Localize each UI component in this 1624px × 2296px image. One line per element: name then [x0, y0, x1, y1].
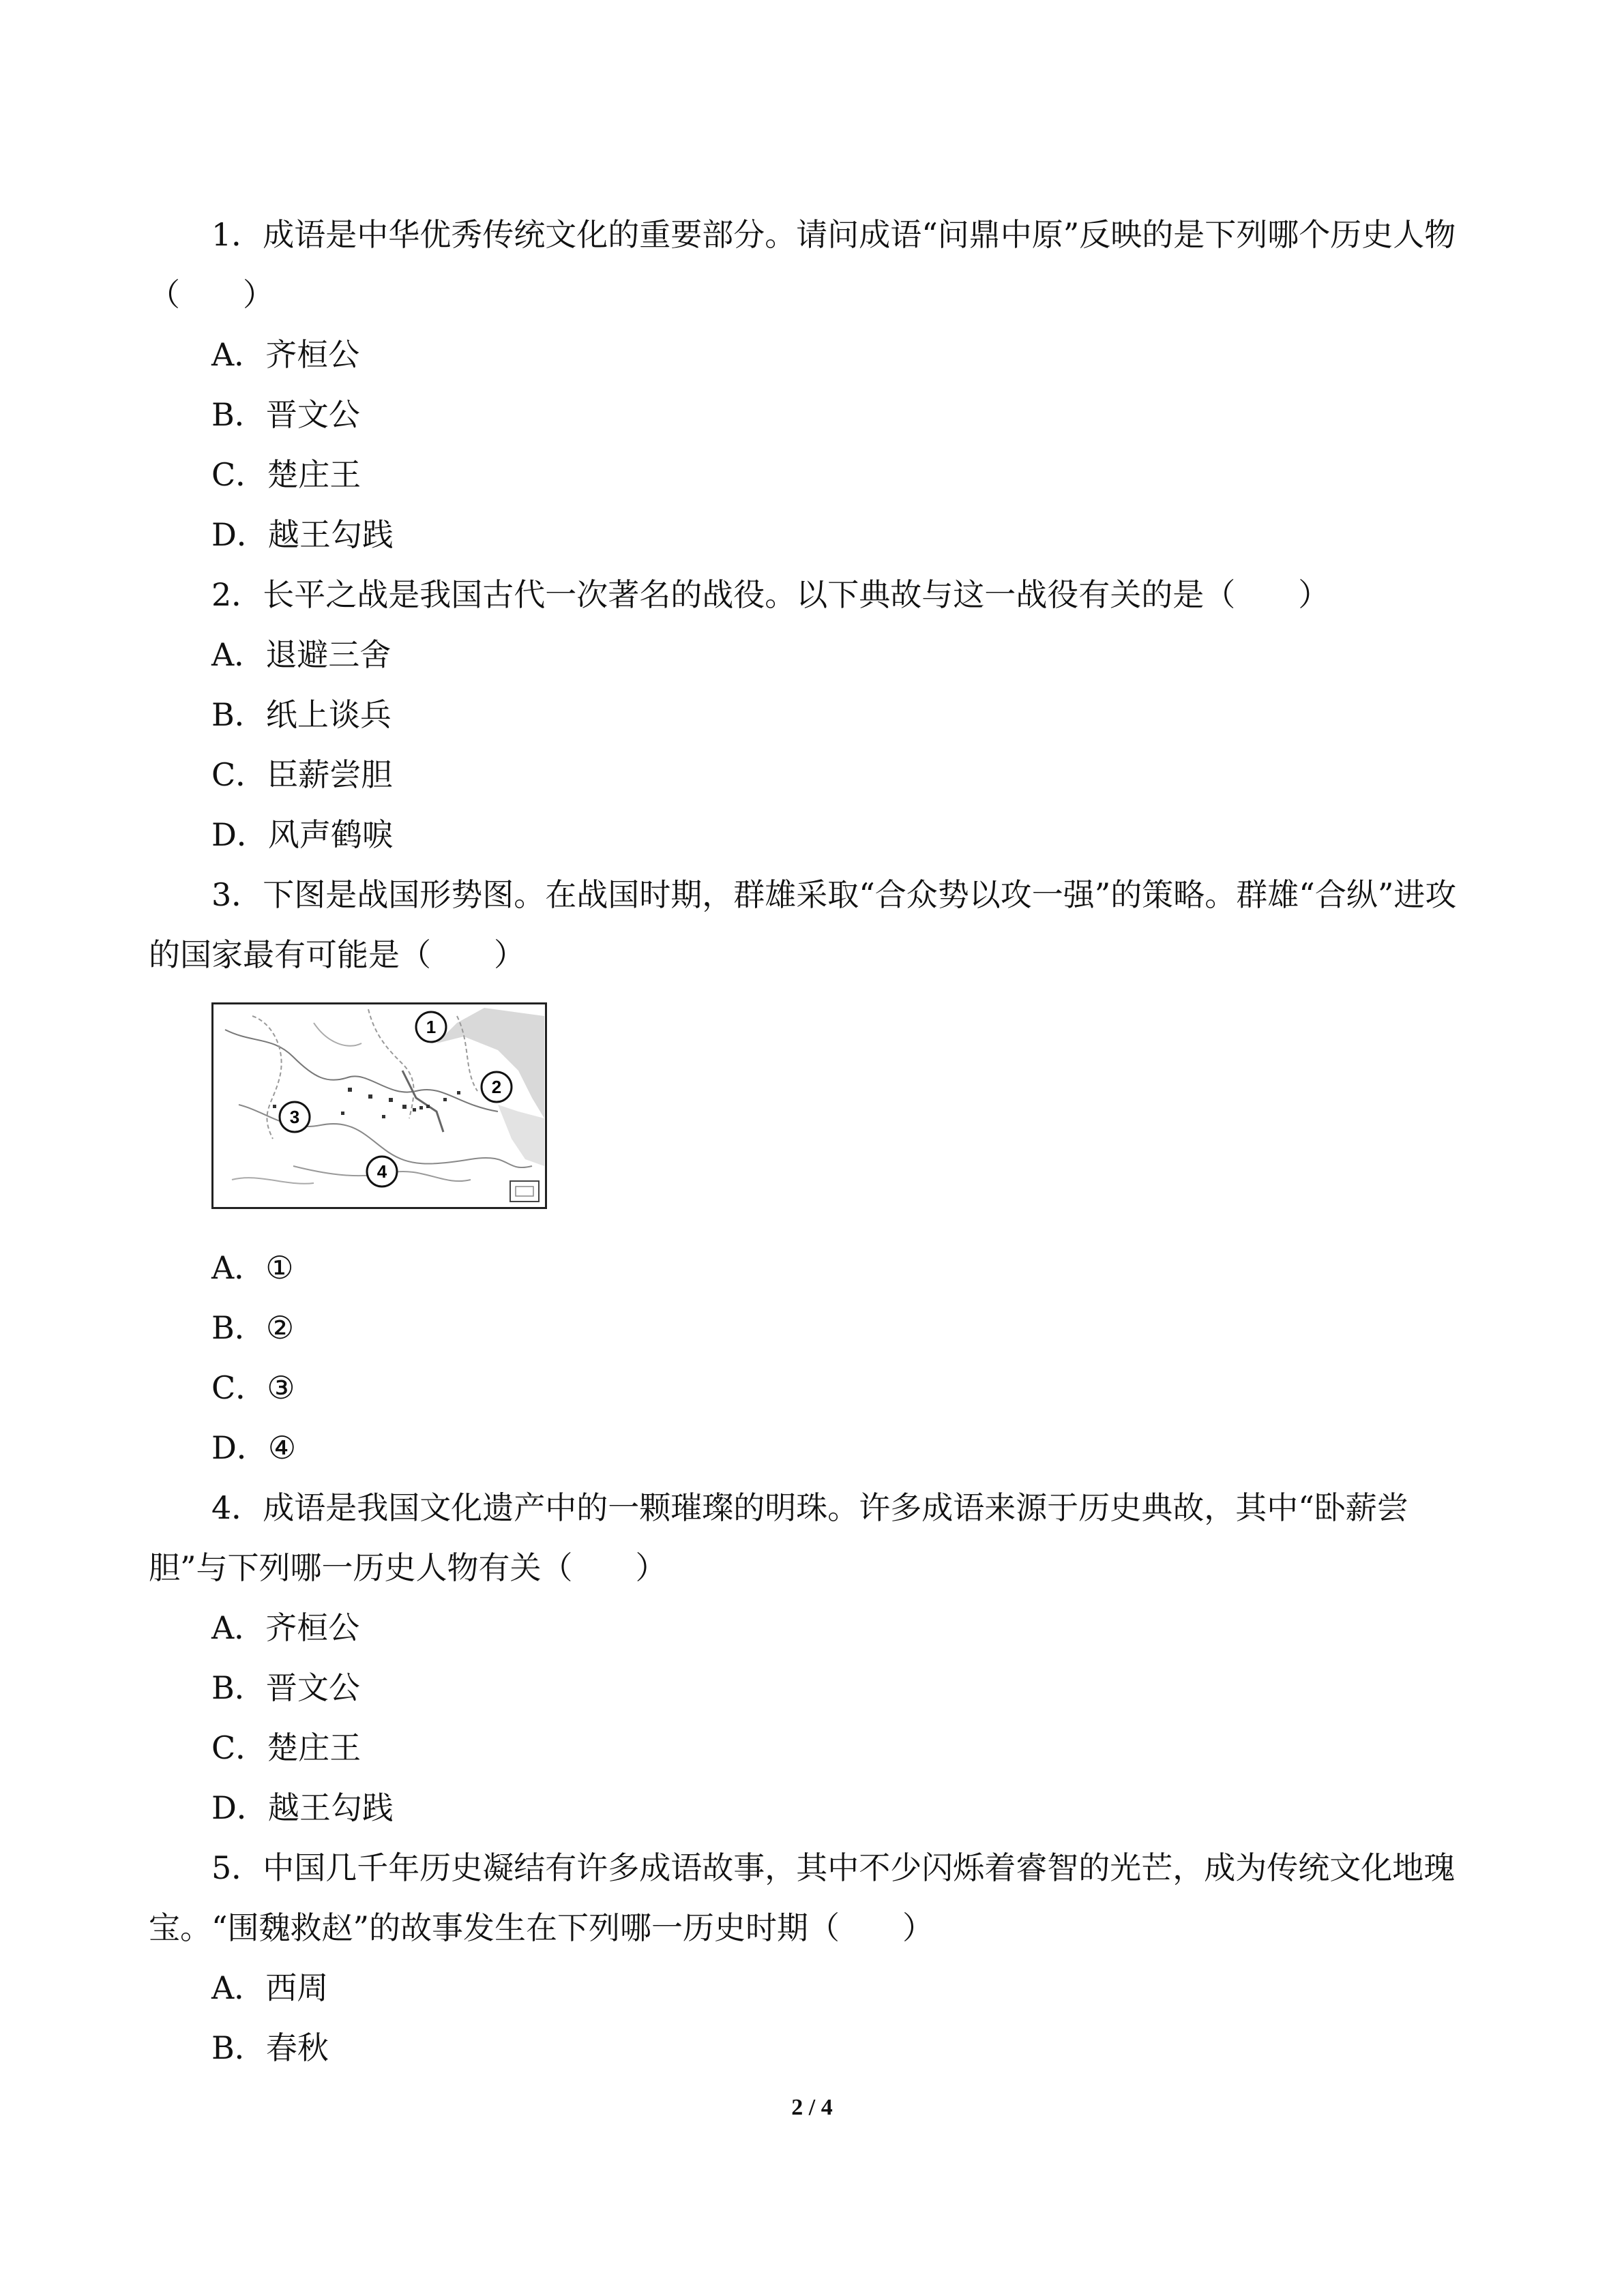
option-d: D．越王勾践 [211, 516, 394, 553]
question-stem: 5．中国几千年历史凝结有许多成语故事，其中不少闪烁着睿智的光芒，成为传统文化地瑰宝。“围魏救赵”的故事发生在下列哪一历史时期（ ） [149, 1849, 1456, 1946]
option-a: A．齐桓公 [211, 336, 360, 373]
option-b: B．晋文公 [211, 1669, 360, 1706]
page-number: 2 / 4 [791, 2095, 833, 2120]
option-d: D．风声鹤唳 [211, 816, 394, 853]
option-b: B．② [211, 1309, 295, 1346]
question-5 [149, 1838, 1479, 2078]
option-b: B．晋文公 [211, 396, 360, 433]
option-c: C．楚庄王 [211, 456, 361, 493]
map-label-3: 3 [289, 1107, 300, 1127]
option-b: B．纸上谈兵 [211, 696, 392, 733]
map-label-4: 4 [377, 1161, 387, 1182]
option-d: D．越王勾践 [211, 1789, 394, 1826]
option-c: C．臣薪尝胆 [211, 756, 393, 793]
question-2 [149, 565, 1479, 865]
question-1 [149, 205, 1479, 565]
question-stem: 1．成语是中华优秀传统文化的重要部分。请问成语“问鼎中原”反映的是下列哪个历史人物（ ） [149, 216, 1456, 313]
option-a: A．① [211, 1249, 294, 1286]
option-b: B．春秋 [211, 2029, 329, 2066]
question-stem: 4．成语是我国文化遗产中的一颗璀璨的明珠。许多成语来源于历史典故，其中“卧薪尝胆”与下列哪一历史人物有关（ ） [149, 1489, 1408, 1586]
option-a: A．西周 [211, 1969, 329, 2006]
question-stem: 2．长平之战是我国古代一次著名的战役。以下典故与这一战役有关的是（ ） [211, 576, 1330, 613]
option-a: A．退避三舍 [211, 636, 392, 673]
option-d: D．④ [211, 1429, 297, 1466]
option-c: C．楚庄王 [211, 1729, 361, 1766]
map-label-1: 1 [426, 1017, 437, 1037]
option-a: A．齐桓公 [211, 1609, 360, 1646]
option-c: C．③ [211, 1369, 295, 1406]
question-4 [149, 1478, 1479, 1838]
warring-states-map [211, 1002, 547, 1209]
question-stem: 3．下图是战国形势图。在战国时期，群雄采取“合众势以攻一强”的策略。群雄“合纵”进攻的国家最有可能是（ ） [149, 876, 1457, 973]
question-3 [149, 865, 1479, 1478]
question-list [149, 205, 1479, 2078]
map-image [211, 1002, 547, 1209]
map-label-2: 2 [491, 1077, 502, 1097]
